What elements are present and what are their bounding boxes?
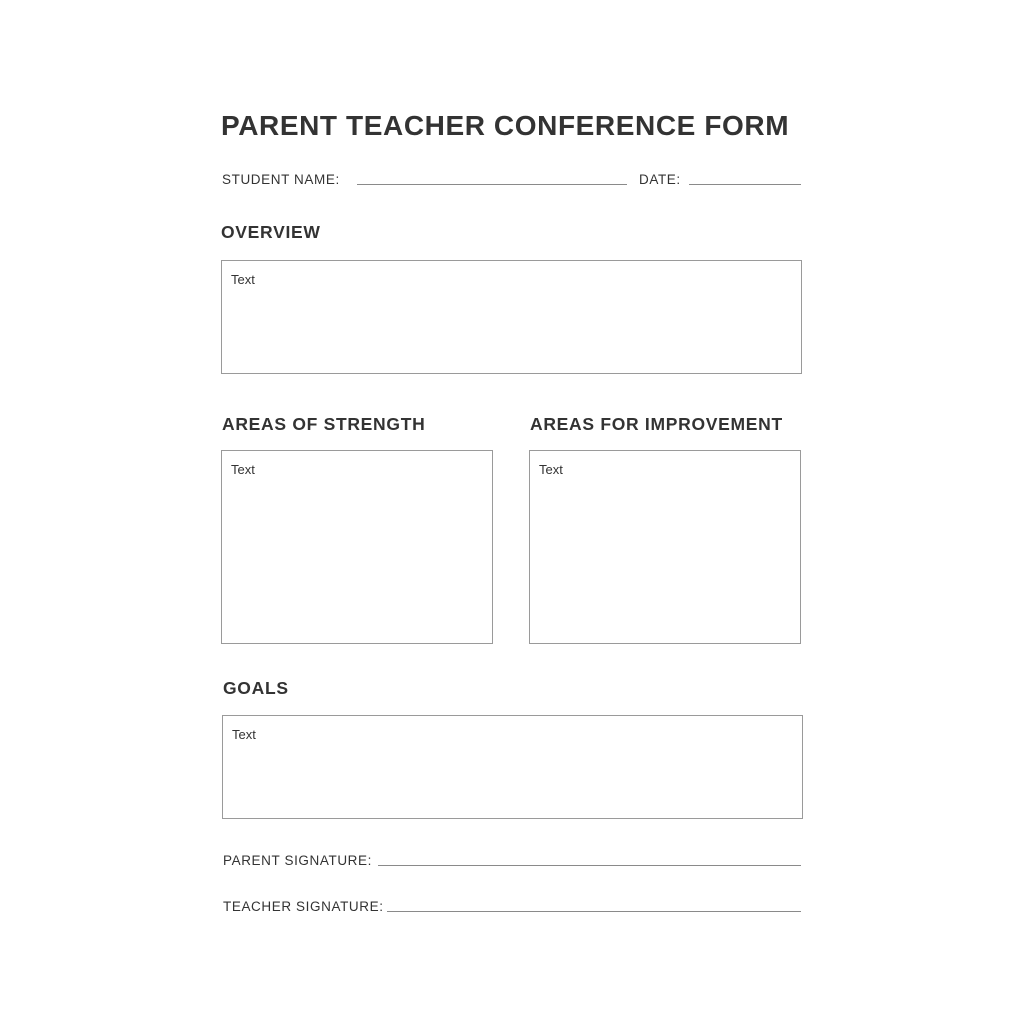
improvement-box[interactable] [529, 450, 801, 644]
date-field[interactable] [689, 184, 801, 185]
page-title: PARENT TEACHER CONFERENCE FORM [221, 110, 790, 141]
teacher-signature-field[interactable] [387, 911, 801, 912]
student-name-field[interactable] [357, 184, 627, 185]
strengths-placeholder: Text [231, 462, 255, 477]
overview-placeholder: Text [231, 272, 255, 287]
overview-box[interactable] [221, 260, 802, 374]
teacher-signature-label: TEACHER SIGNATURE: [223, 899, 384, 914]
goals-box[interactable] [222, 715, 803, 819]
goals-heading: GOALS [223, 678, 289, 698]
parent-signature-label: PARENT SIGNATURE: [223, 853, 372, 868]
improvement-placeholder: Text [539, 462, 563, 477]
student-name-label: STUDENT NAME: [222, 172, 340, 187]
parent-signature-field[interactable] [378, 865, 801, 866]
improvement-heading: AREAS FOR IMPROVEMENT [530, 414, 783, 434]
strengths-box[interactable] [221, 450, 493, 644]
goals-placeholder: Text [232, 727, 256, 742]
overview-heading: OVERVIEW [221, 222, 321, 242]
date-label: DATE: [639, 172, 681, 187]
strengths-heading: AREAS OF STRENGTH [222, 414, 426, 434]
